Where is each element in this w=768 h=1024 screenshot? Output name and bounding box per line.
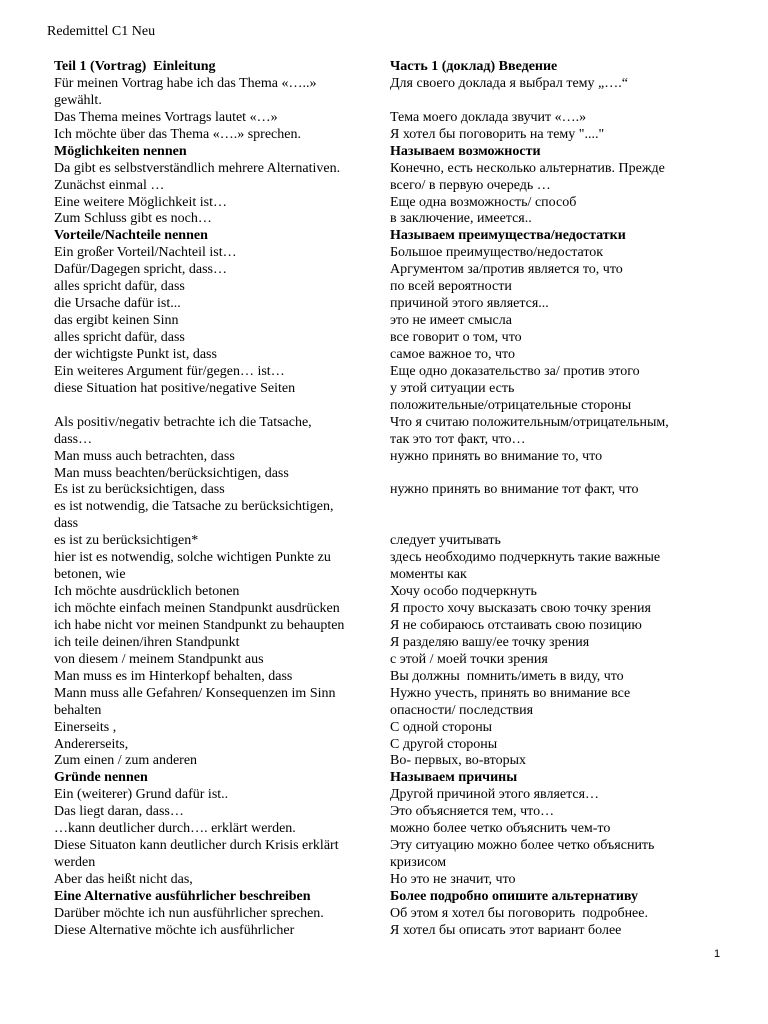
phrase-line: С одной стороны bbox=[390, 719, 493, 735]
phrase-line: Ein (weiterer) Grund dafür ist.. bbox=[54, 787, 229, 803]
phrase-line: с этой / моей точки зрения bbox=[390, 651, 548, 667]
phrase-line: у этой ситуации есть bbox=[390, 380, 515, 396]
phrase-line: положительные/отрицательные стороны bbox=[390, 397, 632, 413]
phrase-line: следует учитывать bbox=[390, 533, 501, 549]
phrase-line: Хочу особо подчеркнуть bbox=[390, 584, 537, 600]
section-heading: Называем причины bbox=[390, 770, 518, 786]
phrase-line: behalten bbox=[54, 702, 102, 718]
document-header: Redemittel C1 Neu bbox=[47, 24, 156, 39]
section-heading: Möglichkeiten nennen bbox=[54, 143, 187, 159]
phrase-line: Ein weiteres Argument für/gegen… ist… bbox=[54, 363, 285, 379]
phrase-line: Man muss beachten/berücksichtigen, dass bbox=[54, 465, 289, 481]
section-heading: Teil 1 (Vortrag) Einleitung bbox=[54, 59, 216, 74]
phrase-line: Аргументом за/против является то, что bbox=[390, 262, 623, 278]
phrase-line: Diese Situaton kann deutlicher durch Krisis erklärt bbox=[54, 838, 339, 854]
phrase-line: Ein großer Vorteil/Nachteil ist… bbox=[54, 245, 237, 261]
page-number: 1 bbox=[714, 948, 721, 960]
blank-line bbox=[54, 398, 374, 415]
phrase-line: Man muss es im Hinterkopf behalten, dass bbox=[54, 668, 293, 684]
phrase-line: Da gibt es selbstverständlich mehrere Alternativen. bbox=[54, 160, 341, 176]
phrase-line: моменты как bbox=[390, 567, 467, 583]
blank-line bbox=[390, 516, 720, 533]
phrase-line: Нужно учесть, принять во внимание все bbox=[390, 685, 631, 701]
phrase-line: Man muss auch betrachten, dass bbox=[54, 448, 235, 464]
phrase-line: Еще одно доказательство за/ против этого bbox=[390, 363, 640, 379]
phrase-line: es ist notwendig, die Tatsache zu berücksichtigen, bbox=[54, 499, 334, 515]
section-heading: Часть 1 (доклад) Введение bbox=[390, 59, 558, 74]
phrase-line: hier ist es notwendig, solche wichtigen Punkte zu bbox=[54, 550, 331, 566]
phrase-line: der wichtigste Punkt ist, dass bbox=[54, 346, 217, 362]
phrase-line: это не имеет смысла bbox=[390, 313, 512, 329]
phrase-line: Большое преимущество/недостаток bbox=[390, 245, 604, 261]
section-heading: Gründe nennen bbox=[54, 770, 148, 786]
blank-line bbox=[390, 466, 720, 483]
phrase-line: Ich möchte ausdrücklich betonen bbox=[54, 584, 240, 600]
section-heading: Называем возможности bbox=[390, 143, 541, 159]
phrase-line: нужно принять во внимание то, что bbox=[390, 448, 603, 464]
phrase-line: здесь необходимо подчеркнуть такие важные bbox=[390, 550, 661, 566]
german-column bbox=[54, 59, 374, 940]
phrase-line: alles spricht dafür, dass bbox=[54, 279, 185, 295]
phrase-line: кризисом bbox=[390, 855, 447, 871]
phrase-line: Еще одна возможность/ способ bbox=[390, 194, 577, 210]
phrase-line: Zum einen / zum anderen bbox=[54, 753, 198, 769]
phrase-line: Dafür/Dagegen spricht, dass… bbox=[54, 262, 228, 278]
russian-column bbox=[390, 59, 720, 940]
phrase-line: по всей вероятности bbox=[390, 279, 512, 295]
phrase-line: diese Situation hat positive/negative Seiten bbox=[54, 380, 296, 396]
phrase-line: С другой стороны bbox=[390, 736, 498, 752]
section-heading: Eine Alternative ausführlicher beschreiben bbox=[54, 888, 311, 904]
phrase-line: нужно принять во внимание тот факт, что bbox=[390, 482, 639, 498]
phrase-line: Это объясняется тем, что… bbox=[390, 804, 555, 820]
phrase-line: Я просто хочу высказать свою точку зрения bbox=[390, 601, 651, 616]
phrase-line: Zum Schluss gibt es noch… bbox=[54, 211, 212, 227]
phrase-line: Вы должны помнить/иметь в виду, что bbox=[390, 668, 624, 684]
phrase-line: Но это не значит, что bbox=[390, 872, 516, 887]
phrase-line: Eine weitere Möglichkeit ist… bbox=[54, 194, 228, 210]
phrase-line: Es ist zu berücksichtigen, dass bbox=[54, 482, 225, 498]
phrase-line: Einerseits , bbox=[54, 719, 117, 735]
phrase-line: Что я считаю положительным/отрицательным, bbox=[390, 414, 669, 430]
phrase-line: ich habe nicht vor meinen Standpunkt zu behaupten bbox=[54, 617, 345, 633]
phrase-line: Als positiv/negativ betrachte ich die Tatsache, bbox=[54, 414, 312, 430]
phrase-line: Diese Alternative möchte ich ausführlicher bbox=[54, 922, 295, 938]
phrase-line: Я разделяю вашу/ее точку зрения bbox=[390, 634, 590, 650]
phrase-line: die Ursache dafür ist... bbox=[54, 296, 181, 312]
phrase-line: betonen, wie bbox=[54, 567, 126, 583]
section-heading: Более подробно опишите альтернативу bbox=[390, 888, 639, 904]
phrase-line: von diesem / meinem Standpunkt aus bbox=[54, 651, 264, 667]
phrase-line: Mann muss alle Gefahren/ Konsequenzen im Sinn bbox=[54, 685, 336, 701]
blank-line bbox=[390, 93, 720, 110]
phrase-line: gewählt. bbox=[54, 92, 102, 108]
phrase-line: das ergibt keinen Sinn bbox=[54, 313, 179, 329]
phrase-line: Об этом я хотел бы поговорить подробнее. bbox=[390, 905, 648, 921]
phrase-line: Другой причиной этого является… bbox=[390, 787, 600, 803]
phrase-line: так это тот факт, что… bbox=[390, 431, 526, 447]
phrase-line: ich teile deinen/ihren Standpunkt bbox=[54, 634, 240, 650]
phrase-line: Das Thema meines Vortrags lautet «…» bbox=[54, 109, 278, 125]
phrase-line: Ich möchte über das Thema «….» sprechen. bbox=[54, 126, 301, 142]
phrase-line: всего/ в первую очередь … bbox=[390, 177, 551, 193]
phrase-line: опасности/ последствия bbox=[390, 702, 534, 718]
phrase-line: Aber das heißt nicht das, bbox=[54, 872, 193, 887]
blank-line bbox=[390, 499, 720, 516]
phrase-line: alles spricht dafür, dass bbox=[54, 330, 185, 345]
phrase-line: …kann deutlicher durch…. erklärt werden. bbox=[54, 821, 296, 837]
phrase-line: Für meinen Vortrag habe ich das Thema «…..» bbox=[54, 75, 317, 91]
phrase-line: dass bbox=[54, 516, 79, 532]
phrase-line: Andererseits, bbox=[54, 736, 129, 752]
phrase-line: werden bbox=[54, 855, 96, 871]
phrase-line: Das liegt daran, dass… bbox=[54, 804, 184, 820]
phrase-line: в заключение, имеется.. bbox=[390, 211, 532, 227]
phrase-line: Darüber möchte ich nun ausführlicher sprechen. bbox=[54, 905, 324, 921]
phrase-line: причиной этого является... bbox=[390, 296, 549, 312]
section-heading: Vorteile/Nachteile nennen bbox=[54, 228, 208, 244]
phrase-line: Тема моего доклада звучит «….» bbox=[390, 109, 587, 125]
phrase-line: ich möchte einfach meinen Standpunkt ausdrücken bbox=[54, 601, 340, 616]
phrase-line: самое важное то, что bbox=[390, 346, 515, 362]
phrase-line: все говорит о том, что bbox=[390, 330, 522, 345]
phrase-line: es ist zu berücksichtigen* bbox=[54, 533, 199, 549]
phrase-line: Я хотел бы поговорить на тему "...." bbox=[390, 126, 605, 142]
phrase-line: Для своего доклада я выбрал тему „….“ bbox=[390, 75, 628, 91]
phrase-line: Я хотел бы описать этот вариант более bbox=[390, 922, 622, 938]
phrase-line: Во- первых, во-вторых bbox=[390, 753, 527, 769]
phrase-line: Я не собираюсь отстаивать свою позицию bbox=[390, 617, 642, 633]
section-heading: Называем преимущества/недостатки bbox=[390, 228, 626, 244]
phrase-line: можно более четко объяснить чем-то bbox=[390, 821, 611, 837]
phrase-line: dass… bbox=[54, 431, 93, 447]
phrase-line: Конечно, есть несколько альтернатив. Прежде bbox=[390, 160, 665, 176]
phrase-line: Zunächst einmal … bbox=[54, 177, 165, 193]
phrase-line: Эту ситуацию можно более четко объяснить bbox=[390, 838, 655, 854]
